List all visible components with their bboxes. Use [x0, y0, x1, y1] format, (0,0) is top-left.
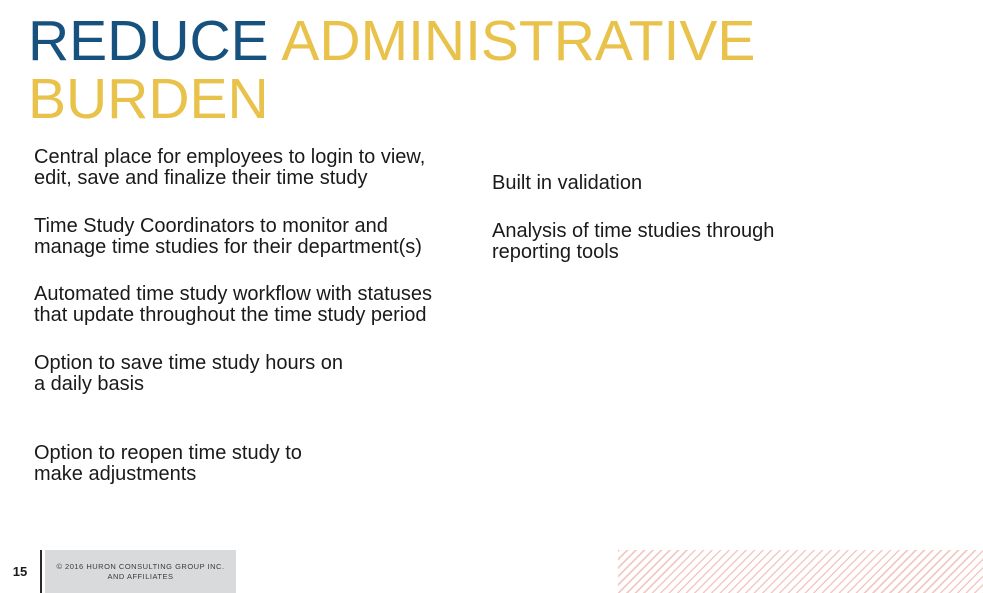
copyright-notice: © 2016 HURON CONSULTING GROUP INC. AND AFFILIATES: [45, 550, 236, 593]
page-title: [28, 9, 928, 131]
feature-item-daily-hours: Option to save time study hours on a daily basis: [34, 352, 344, 395]
page-number: 15: [0, 550, 42, 593]
title-part-2: ADMINISTRATIVE BURDEN: [28, 9, 756, 131]
feature-item-workflow: Automated time study workflow with statuses that update throughout the time study period: [34, 283, 432, 326]
title-part-1: REDUCE: [28, 9, 269, 73]
feature-item-central-place: Central place for employees to login to view, edit, save and finalize their time study: [34, 146, 426, 189]
decorative-hatch-band: [618, 550, 983, 593]
feature-item-reporting: Analysis of time studies through reporting tools: [492, 220, 775, 263]
feature-item-validation: Built in validation: [492, 172, 643, 194]
feature-item-reopen: Option to reopen time study to make adjustments: [34, 442, 302, 485]
feature-item-coordinators: Time Study Coordinators to monitor and manage time studies for their department(s): [34, 215, 422, 258]
